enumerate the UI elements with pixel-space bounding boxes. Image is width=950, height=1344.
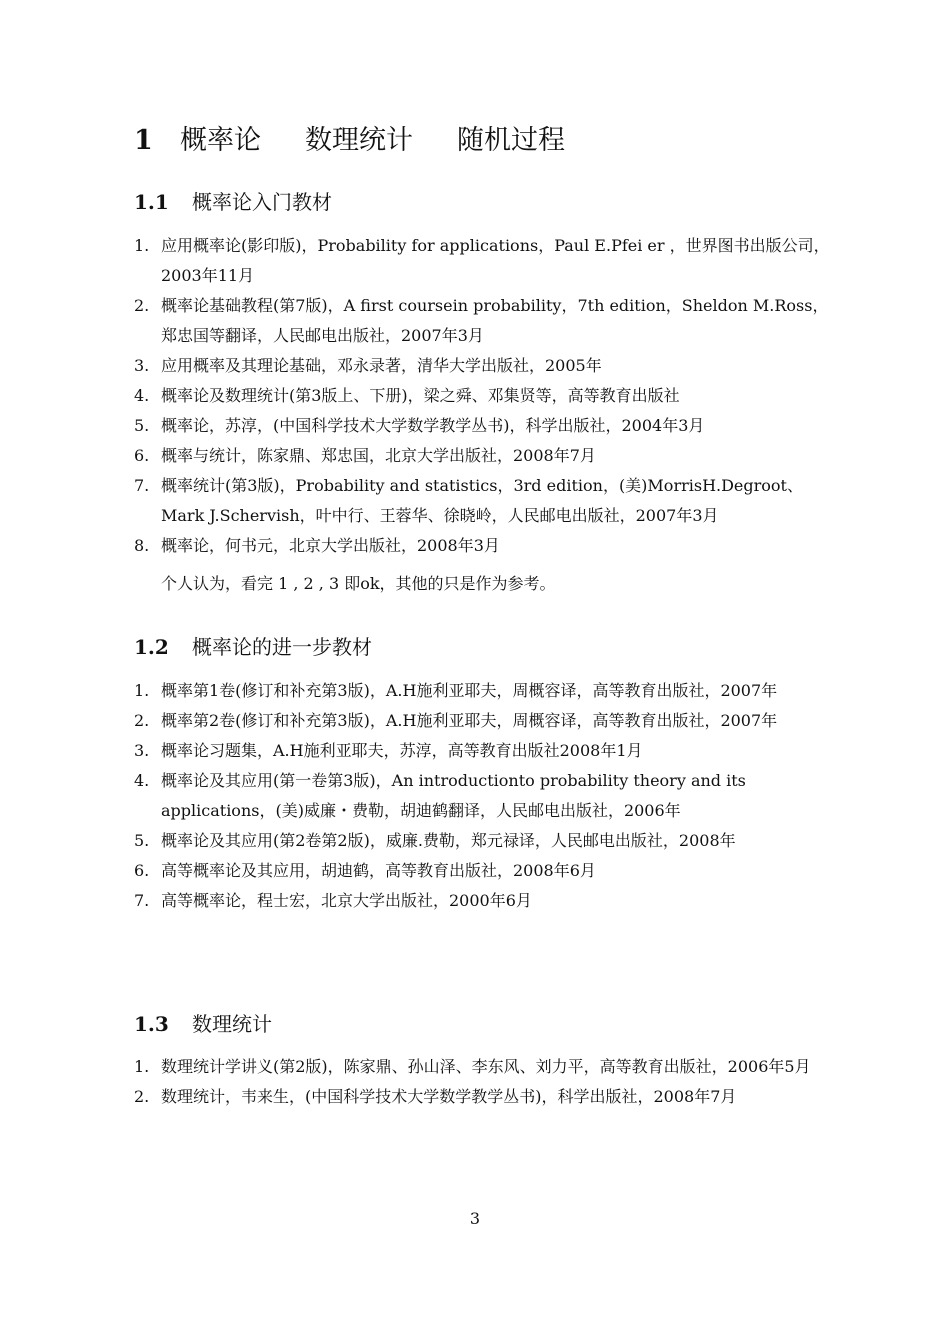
book-list (134, 1052, 834, 1112)
list-item: 6. 高等概率论及其应用，胡迪鹤，高等教育出版社，2008年6月 (134, 861, 596, 880)
list-item: 5. 概率论，苏淳，(中国科学技术大学数学教学丛书)，科学出版社，2004年3月 (134, 416, 705, 435)
list-item: 8. 概率论，何书元，北京大学出版社，2008年3月 (134, 536, 500, 555)
list-item: 1. 应用概率论(影印版)，Probability for applications，Paul E.Pfei er ，世界图书出版公司，2003年11月 (134, 236, 830, 285)
section-number: 1.1 (134, 190, 169, 214)
section-heading (134, 1008, 272, 1037)
list-item: 1. 数理统计学讲义(第2版)，陈家鼎、孙山泽、李东风、刘力平，高等教育出版社，2006年5月 (134, 1057, 811, 1076)
list-item: 7. 高等概率论，程士宏，北京大学出版社，2000年6月 (134, 891, 532, 910)
section-heading (134, 631, 372, 660)
reading-note: 个人认为，看完 1 , 2 , 3 即ok，其他的只是作为参考。 (161, 574, 556, 593)
section-heading (134, 186, 332, 215)
chapter-title-part: 概率论 (180, 125, 261, 156)
chapter-heading (134, 118, 609, 157)
list-item: 6. 概率与统计，陈家鼎、郑忠国，北京大学出版社，2008年7月 (134, 446, 596, 465)
book-list (134, 676, 834, 916)
list-item: 5. 概率论及其应用(第2卷第2版)，威廉.费勒，郑元禄译，人民邮电出版社，2008年 (134, 831, 736, 850)
list-item: 4. 概率论及其应用(第一卷第3版)，An introductionto probability theory and its applications，(美)威廉・费勒，胡迪鹤翻译，人民邮电出版社，2006年 (134, 771, 746, 820)
chapter-title-part: 数理统计 (305, 125, 413, 156)
section-title: 概率论的进一步教材 (192, 635, 372, 659)
list-item: 2. 概率论基础教程(第7版)，A first coursein probability，7th edition，Sheldon M.Ross，郑忠国等翻译，人民邮电出版社，2007年3月 (134, 296, 829, 345)
section-number: 1.3 (134, 1012, 169, 1036)
chapter-title-part: 随机过程 (457, 125, 565, 156)
list-item: 7. 概率统计(第3版)，Probability and statistics，3rd edition，(美)MorrisH.Degroot、Mark J.Schervish，叶中行、王蓉华、徐晓岭，人民邮电出版社，2007年3月 (134, 476, 803, 525)
book-list (134, 231, 834, 561)
page-number: 3 (469, 1209, 481, 1228)
section-title: 数理统计 (192, 1012, 272, 1036)
list-item: 2. 概率第2卷(修订和补充第3版)，A.H施利亚耶夫，周概容译，高等教育出版社，2007年 (134, 711, 778, 730)
list-item: 3. 概率论习题集，A.H施利亚耶夫，苏淳，高等教育出版社2008年1月 (134, 741, 643, 760)
chapter-number: 1 (134, 125, 153, 156)
list-item: 3. 应用概率及其理论基础，邓永录著，清华大学出版社，2005年 (134, 356, 602, 375)
section-number: 1.2 (134, 635, 169, 659)
list-item: 4. 概率论及数理统计(第3版上、下册)，梁之舜、邓集贤等，高等教育出版社 (134, 386, 680, 405)
section-title: 概率论入门教材 (192, 190, 332, 214)
list-item: 1. 概率第1卷(修订和补充第3版)，A.H施利亚耶夫，周概容译，高等教育出版社，2007年 (134, 681, 778, 700)
list-item: 2. 数理统计，韦来生，(中国科学技术大学数学教学丛书)，科学出版社，2008年7月 (134, 1087, 737, 1106)
